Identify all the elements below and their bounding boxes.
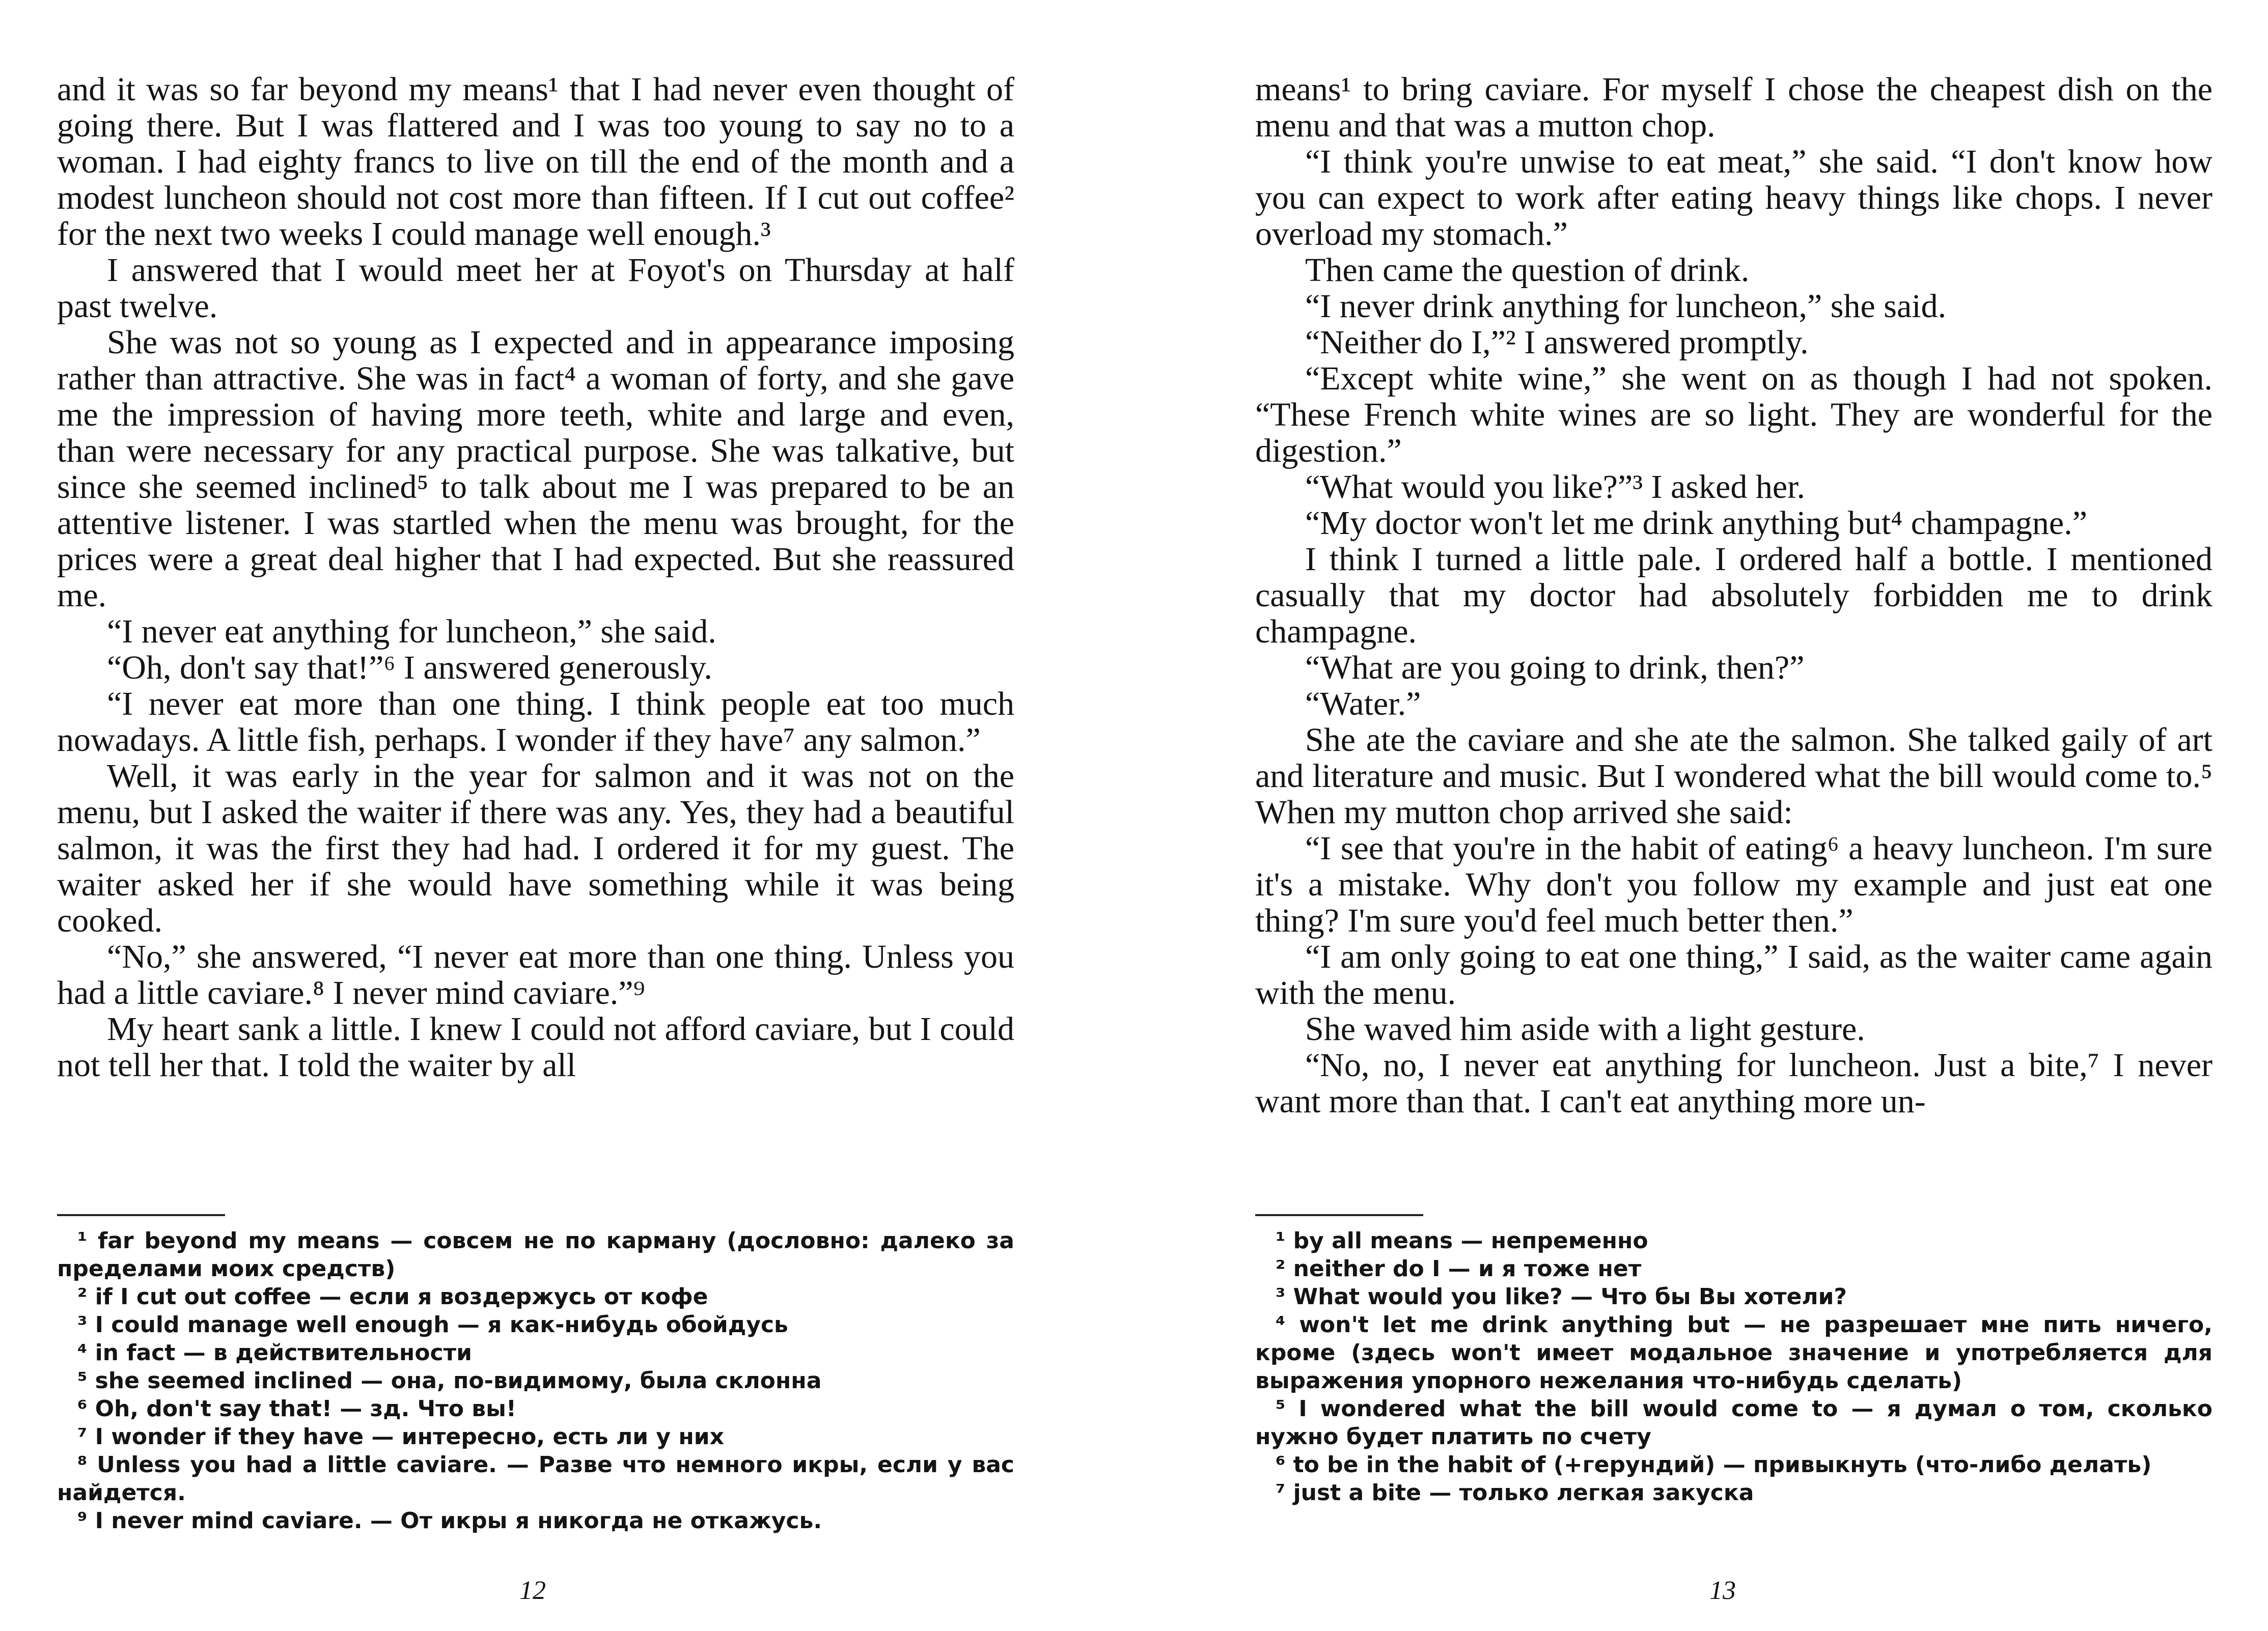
paragraph: She ate the caviare and she ate the salmon. She talked gaily of art and literature and music. But I wondered what the bill would come to.⁵ When my mutton chop arrived she said: [1255, 721, 2212, 831]
footnote: ³ I could manage well enough — я как-нибудь обойдусь [77, 1312, 788, 1338]
paragraph: “I never drink anything for luncheon,” she said. [1305, 288, 1947, 325]
left-page-text [57, 71, 1014, 1083]
paragraph: Then came the question of drink. [1305, 251, 1750, 289]
paragraph: “Neither do I,”² I answered promptly. [1305, 324, 1809, 361]
paragraph: “Except white wine,” she went on as though I had not spoken. “These French white wines are so light. They are wonderful for the digestion.” [1255, 360, 2212, 469]
footnote: ¹ by all means — непременно [1276, 1228, 1648, 1254]
footnote: ⁹ I never mind caviare. — От икры я никогда не откажусь. [77, 1508, 822, 1534]
paragraph: and it was so far beyond my means¹ that I had never even thought of going there. But I was flattered and I was too young to say no to a woman. I had eighty francs to live on till the end of the month and a modest luncheon should not cost more than fifteen. If I cut out coffee² for the next two weeks I could manage well enough.³ [57, 71, 1014, 252]
page-number: 12 [519, 1576, 546, 1605]
right-page-text [1255, 71, 2212, 1119]
footnote: ¹ far beyond my means — совсем не по карману (дословно: далеко за пределами моих средств) [57, 1228, 1014, 1282]
paragraph: “Oh, don't say that!”⁶ I answered generously. [107, 649, 712, 686]
paragraph: “What would you like?”³ I asked her. [1305, 468, 1805, 505]
footnote: ⁷ I wonder if they have — интересно, есть ли у них [77, 1424, 724, 1450]
footnote: ⁸ Unless you had a little caviare. — Разве что немного икры, если у вас найдется. [57, 1452, 1014, 1506]
footnote: ⁶ Oh, don't say that! — зд. Что вы! [77, 1396, 516, 1422]
page-number: 13 [1709, 1576, 1736, 1605]
footnote: ⁴ won't let me drink anything but — не разрешает мне пить ничего, кроме (здесь won't имеет модальное значение и употребляется для выражения упорного нежелания что-нибудь сделать) [1255, 1312, 2212, 1394]
paragraph: My heart sank a little. I knew I could not afford caviare, but I could not tell her that. I told the waiter by all [57, 1010, 1014, 1084]
paragraph: “I never eat anything for luncheon,” she said. [107, 613, 716, 650]
footnote: ⁵ she seemed inclined — она, по-видимому, была склонна [77, 1368, 822, 1394]
paragraph: “Water.” [1305, 685, 1421, 722]
footnote: ⁶ to be in the habit of (+герундий) — привыкнуть (что-либо делать) [1276, 1452, 2152, 1478]
paragraph: “My doctor won't let me drink anything but⁴ champagne.” [1305, 504, 2088, 542]
footnote: ² if I cut out coffee — если я воздержусь от кофе [77, 1284, 708, 1310]
right-page-footnotes [1255, 1227, 2212, 1507]
paragraph: “I never eat more than one thing. I think people eat too much nowadays. A little fish, perhaps. I wonder if they have⁷ any salmon.” [57, 685, 1014, 758]
footnote: ⁴ in fact — в действительности [77, 1340, 472, 1366]
paragraph: “I am only going to eat one thing,” I said, as the waiter came again with the menu. [1255, 938, 2212, 1011]
left-page-footnotes [57, 1227, 1014, 1535]
paragraph: “I think you're unwise to eat meat,” she said. “I don't know how you can expect to work after eating heavy things like chops. I never overload my stomach.” [1255, 143, 2212, 252]
footnote: ² neither do I — и я тоже нет [1276, 1256, 1642, 1282]
paragraph: She was not so young as I expected and in appearance imposing rather than attractive. She was in fact⁴ a woman of forty, and she gave me the impression of having more teeth, white and large and even, than were necessary for any practical purpose. She was talkative, but since she seemed inclined⁵ to talk about me I was prepared to be an attentive listener. I was startled when the menu was brought, for the prices were a great deal higher that I had expected. But she reassured me. [57, 324, 1014, 614]
paragraph: I think I turned a little pale. I ordered half a bottle. I mentioned casually that my doctor had absolutely forbidden me to drink champagne. [1255, 541, 2212, 650]
paragraph: “What are you going to drink, then?” [1305, 649, 1805, 686]
footnote-divider [1255, 1214, 1423, 1216]
footnote: ⁷ just a bite — только легкая закуска [1276, 1480, 1754, 1506]
paragraph: means¹ to bring caviare. For myself I chose the cheapest dish on the menu and that was a mutton chop. [1255, 71, 2212, 144]
paragraph: “I see that you're in the habit of eating⁶ a heavy luncheon. I'm sure it's a mistake. Why don't you follow my example and just eat one thing? I'm sure you'd feel much better then.” [1255, 830, 2212, 939]
footnote: ³ What would you like? — Что бы Вы хотели? [1276, 1284, 1847, 1310]
paragraph: “No,” she answered, “I never eat more than one thing. Unless you had a little caviare.⁸ I never mind caviare.”⁹ [57, 938, 1014, 1011]
footnote-divider [57, 1214, 225, 1216]
paragraph: Well, it was early in the year for salmon and it was not on the menu, but I asked the waiter if there was any. Yes, they had a beautiful salmon, it was the first they had had. I ordered it for my guest. The waiter asked her if she would have something while it was being cooked. [57, 757, 1014, 939]
right-page [1134, 0, 2268, 1631]
paragraph: She waved him aside with a light gesture. [1305, 1010, 1865, 1048]
footnote: ⁵ I wondered what the bill would come to — я думал о том, сколько нужно будет платить по счету [1255, 1396, 2212, 1450]
paragraph: I answered that I would meet her at Foyot's on Thursday at half past twelve. [57, 251, 1014, 325]
paragraph: “No, no, I never eat anything for luncheon. Just a bite,⁷ I never want more than that. I can't eat anything more un- [1255, 1047, 2212, 1120]
